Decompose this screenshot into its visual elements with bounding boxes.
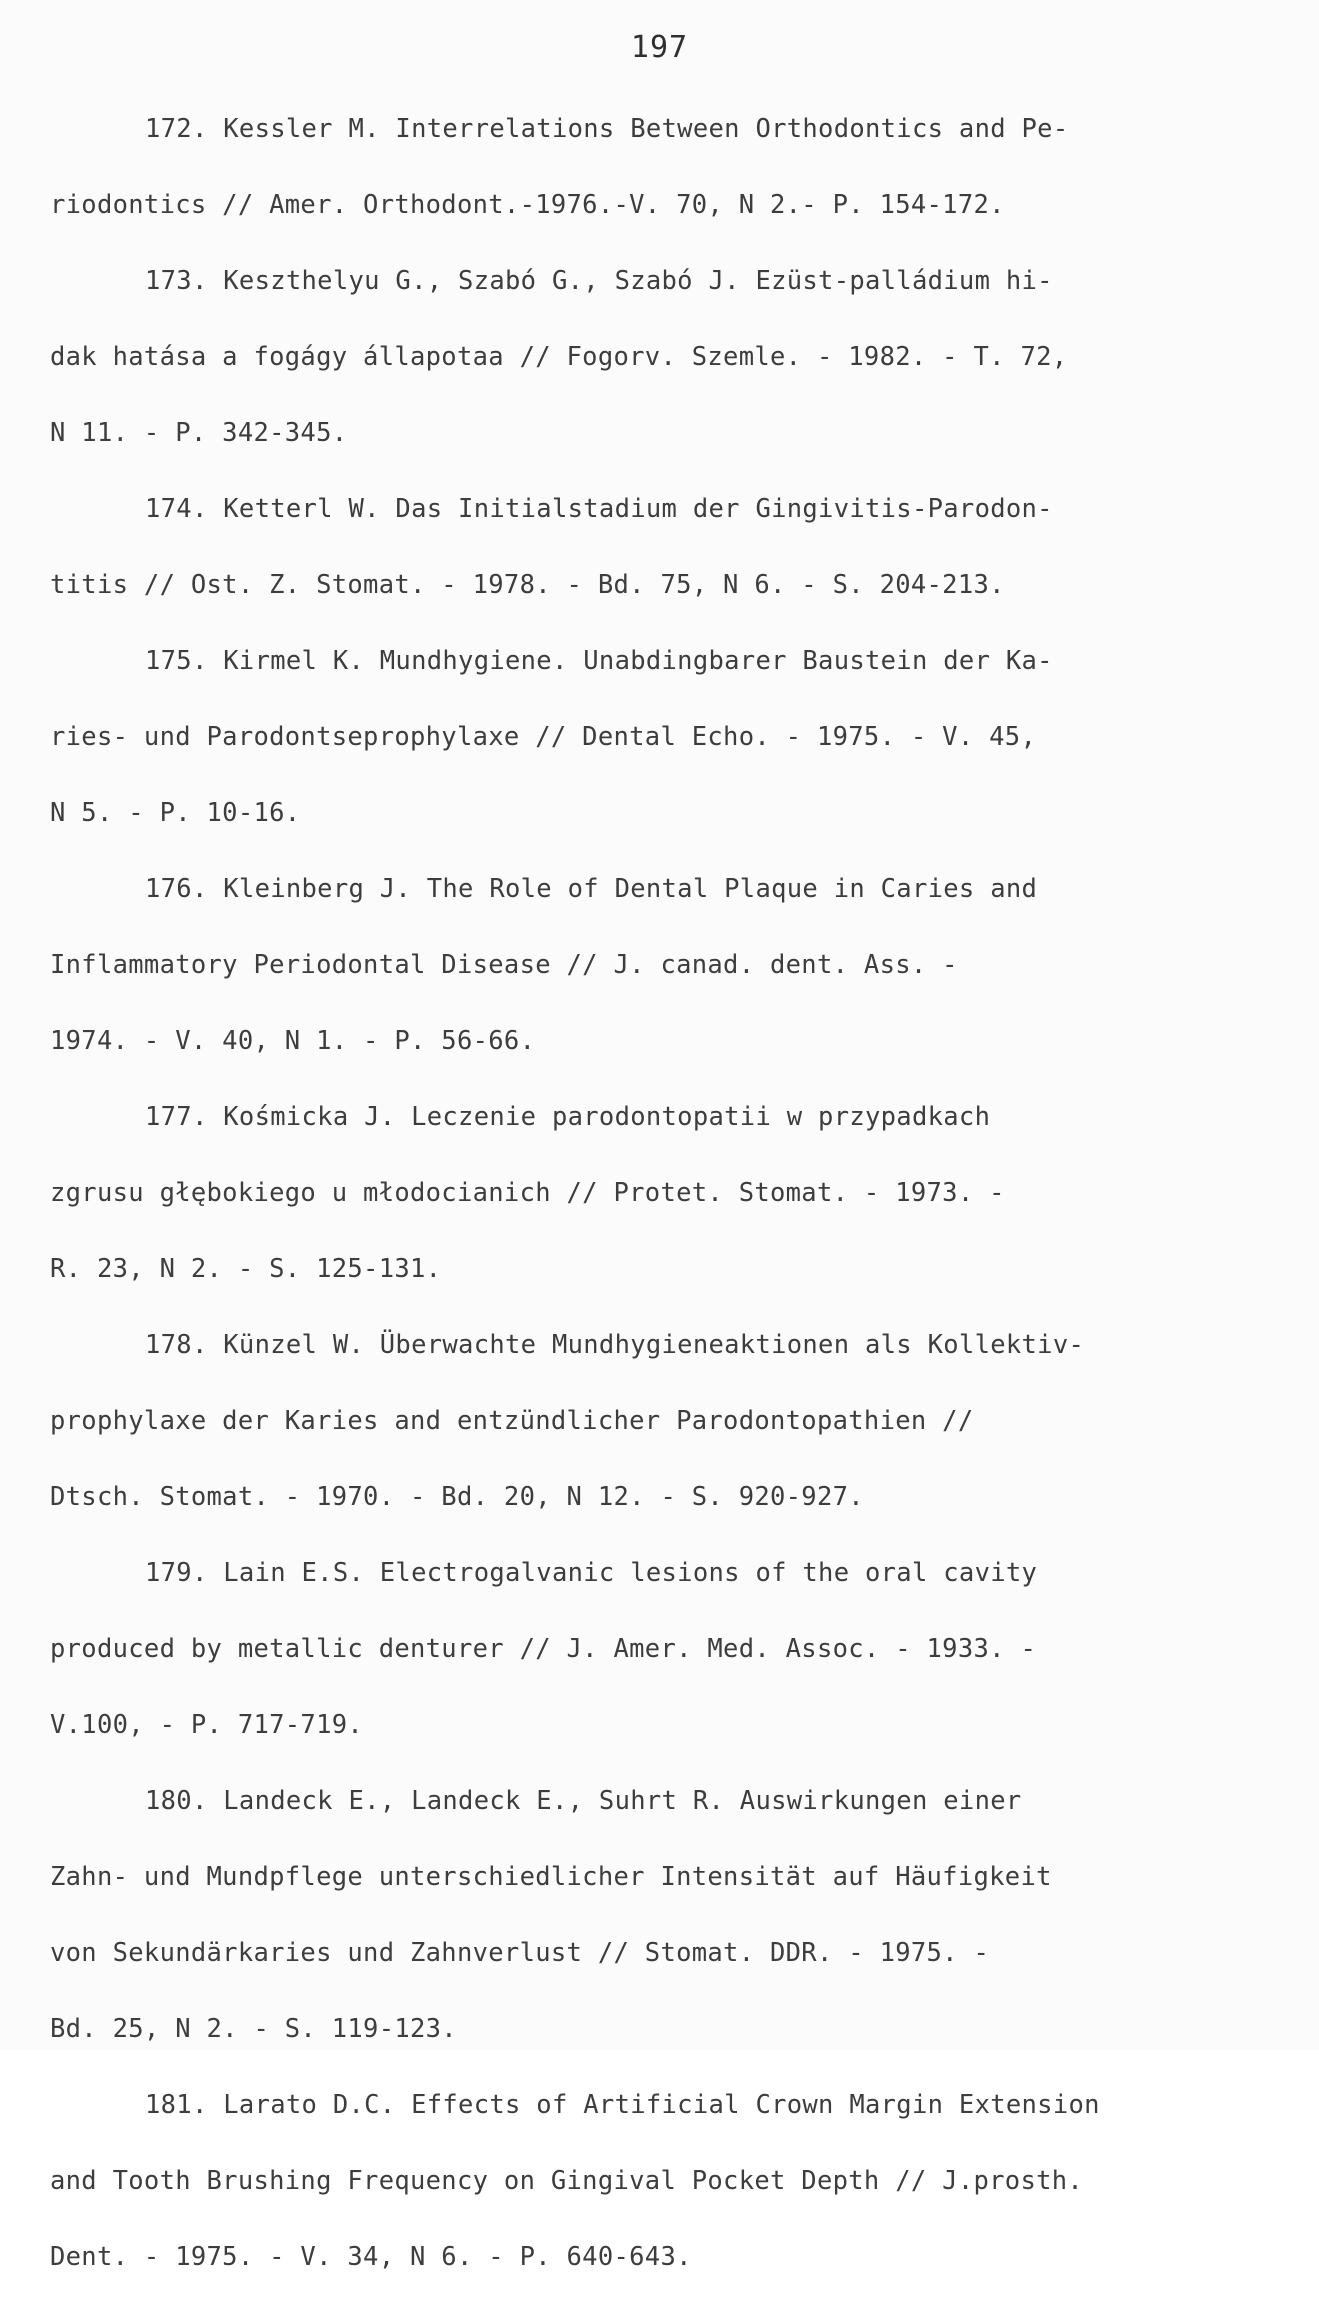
reference-entry-180 — [50, 1784, 1250, 2046]
reference-line: riodontics // Amer. Orthodont.-1976.-V. 70, N 2.- P. 154-172. — [50, 190, 1005, 220]
reference-line: 1974. - V. 40, N 1. - P. 56-66. — [50, 1026, 536, 1056]
page-number: 197 — [630, 30, 689, 65]
reference-line: V.100, - P. 717-719. — [50, 1710, 364, 1740]
reference-line: Zahn- und Mundpflege unterschiedlicher Intensität auf Häufigkeit — [50, 1862, 1052, 1892]
reference-line: 176. Kleinberg J. The Role of Dental Plaque in Caries and — [145, 874, 1038, 904]
reference-entry-173 — [50, 264, 1250, 450]
reference-line: titis // Ost. Z. Stomat. - 1978. - Bd. 75, N 6. - S. 204-213. — [50, 570, 1005, 600]
reference-line: prophylaxe der Karies and entzündlicher Parodontopathien // — [50, 1406, 974, 1436]
reference-line: 173. Keszthelyu G., Szabó G., Szabó J. Ezüst-palládium hi- — [145, 266, 1053, 296]
reference-entry-181 — [50, 2088, 1250, 2274]
reference-line: 172. Kessler M. Interrelations Between Orthodontics and Pe- — [145, 114, 1069, 144]
reference-line: N 11. - P. 342-345. — [50, 418, 348, 448]
reference-line: R. 23, N 2. - S. 125-131. — [50, 1254, 442, 1284]
reference-line: 181. Larato D.C. Effects of Artificial Crown Margin Extension — [145, 2090, 1100, 2120]
reference-line: and Tooth Brushing Frequency on Gingival Pocket Depth // J.prosth. — [50, 2166, 1084, 2196]
reference-list — [50, 112, 1250, 2316]
reference-line: ries- und Parodontseprophylaxe // Dental Echo. - 1975. - V. 45, — [50, 722, 1037, 752]
reference-entry-178 — [50, 1328, 1250, 1514]
reference-entry-176 — [50, 872, 1250, 1058]
reference-line: 174. Ketterl W. Das Initialstadium der Gingivitis-Parodon- — [145, 494, 1053, 524]
reference-line: von Sekundärkaries und Zahnverlust // Stomat. DDR. - 1975. - — [50, 1938, 990, 1968]
reference-line: Inflammatory Periodontal Disease // J. canad. dent. Ass. - — [50, 950, 958, 980]
reference-entry-175 — [50, 644, 1250, 830]
reference-line: 179. Lain E.S. Electrogalvanic lesions of the oral cavity — [145, 1558, 1038, 1588]
reference-line: 177. Kośmicka J. Leczenie parodontopatii w przypadkach — [145, 1102, 991, 1132]
reference-line: zgrusu głębokiego u młodocianich // Protet. Stomat. - 1973. - — [50, 1178, 1005, 1208]
reference-line: 178. Künzel W. Überwachte Mundhygieneaktionen als Kollektiv- — [145, 1330, 1085, 1360]
reference-line: 175. Kirmel K. Mundhygiene. Unabdingbarer Baustein der Ka- — [145, 646, 1053, 676]
reference-entry-172 — [50, 112, 1250, 222]
reference-entry-179 — [50, 1556, 1250, 1742]
reference-line: 180. Landeck E., Landeck E., Suhrt R. Auswirkungen einer — [145, 1786, 1022, 1816]
reference-line: N 5. - P. 10-16. — [50, 798, 301, 828]
reference-entry-174 — [50, 492, 1250, 602]
reference-line: produced by metallic denturer // J. Amer. Med. Assoc. - 1933. - — [50, 1634, 1037, 1664]
reference-entry-177 — [50, 1100, 1250, 1286]
reference-line: Bd. 25, N 2. - S. 119-123. — [50, 2014, 457, 2044]
reference-line: dak hatása a fogágy állapotaa // Fogorv. Szemle. - 1982. - T. 72, — [50, 342, 1068, 372]
reference-line: Dtsch. Stomat. - 1970. - Bd. 20, N 12. - S. 920-927. — [50, 1482, 864, 1512]
reference-line: Dent. - 1975. - V. 34, N 6. - P. 640-643. — [50, 2242, 692, 2272]
